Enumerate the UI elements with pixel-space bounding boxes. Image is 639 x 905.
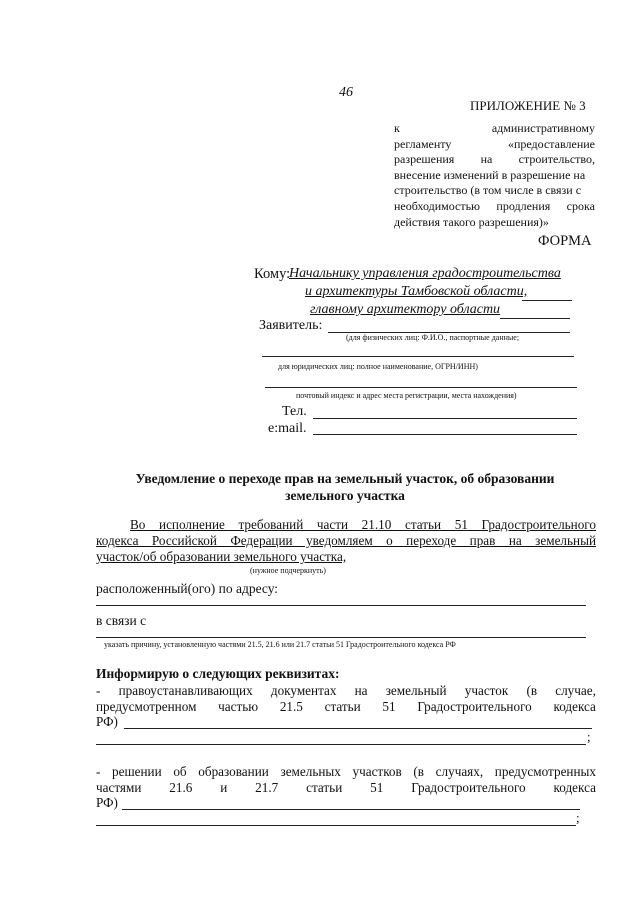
document-title: Уведомление о переходе прав на земельный участок, об образовании земельного участка: [135, 471, 555, 503]
recipient-label: Кому:: [254, 266, 291, 282]
land-decision-block: - решении об образовании земельных участков (в случаях, предусмотренных частями 21.6 и 21.7 статьи 51 Градостроительного кодекса РФ): [96, 764, 596, 811]
form-label: ФОРМА: [538, 233, 592, 249]
documents-field[interactable]: [96, 744, 586, 745]
decision-field[interactable]: [122, 809, 580, 810]
email-label: e:mail.: [268, 421, 307, 436]
applicant-field[interactable]: [262, 356, 574, 357]
appendix-label: ПРИЛОЖЕНИЕ № 3: [470, 98, 586, 113]
semicolon: ;: [576, 810, 580, 825]
tel-label: Тел.: [282, 404, 307, 419]
hint-individual: (для физических лиц: Ф.И.О., паспортные данные;: [346, 333, 520, 342]
semicolon: ;: [587, 729, 591, 744]
email-field[interactable]: [313, 434, 577, 435]
notice-paragraph: Во исполнение требований части 21.10 статьи 51 Градостроительного кодекса Российской Федерации уведомляем о переходе прав на земельный участок/об образовании земельного участка,: [96, 517, 596, 564]
fill-line: [522, 300, 572, 301]
regulation-line: регламенту «предоставление: [394, 136, 595, 151]
tel-field[interactable]: [313, 418, 577, 419]
regulation-line: строительство (в том числе в связи с: [394, 183, 582, 198]
documents-field[interactable]: [124, 728, 592, 729]
fill-line: [500, 318, 570, 319]
choose-note: (нужное подчеркнуть): [250, 566, 326, 575]
regulation-line: действия такого разрешения)»: [394, 214, 549, 229]
regulation-line: внесение изменений в разрешение на: [394, 167, 586, 182]
location-label: расположенный(ого) по адресу:: [96, 581, 279, 596]
hint-address: почтовый индекс и адрес места регистрации, места нахождения): [296, 391, 517, 400]
page-number: 46: [339, 85, 353, 100]
applicant-label: Заявитель:: [259, 318, 323, 333]
address-field[interactable]: [265, 387, 577, 388]
regulation-line: к административному: [394, 121, 595, 135]
reason-label: в связи с: [96, 613, 147, 628]
hint-legal: для юридических лиц: полное наименование, ОГРН/ИНН): [278, 362, 478, 371]
recipient-line: и архитектуры Тамбовской области,: [305, 284, 528, 299]
regulation-line: необходимостью продления срока: [394, 198, 595, 213]
reason-note: указать причину, установленную частями 21.5, 21.6 или 21.7 статьи 51 Градостроительного кодекса РФ: [104, 640, 456, 649]
reason-field[interactable]: [96, 637, 586, 638]
address-field[interactable]: [96, 605, 586, 606]
info-heading: Информирую о следующих реквизитах:: [96, 666, 340, 681]
title-documents-block: - правоустанавливающих документах на земельный участок (в случае, предусмотренном частью 21.5 статьи 51 Градостроительного кодекса РФ): [96, 683, 596, 730]
regulation-line: разрешения на строительство,: [394, 152, 595, 167]
regulation-reference: [394, 121, 595, 230]
recipient-line: главному архитектору области: [310, 302, 501, 317]
decision-field[interactable]: [96, 825, 576, 826]
recipient-line: Начальнику управления градостроительства: [289, 266, 561, 281]
